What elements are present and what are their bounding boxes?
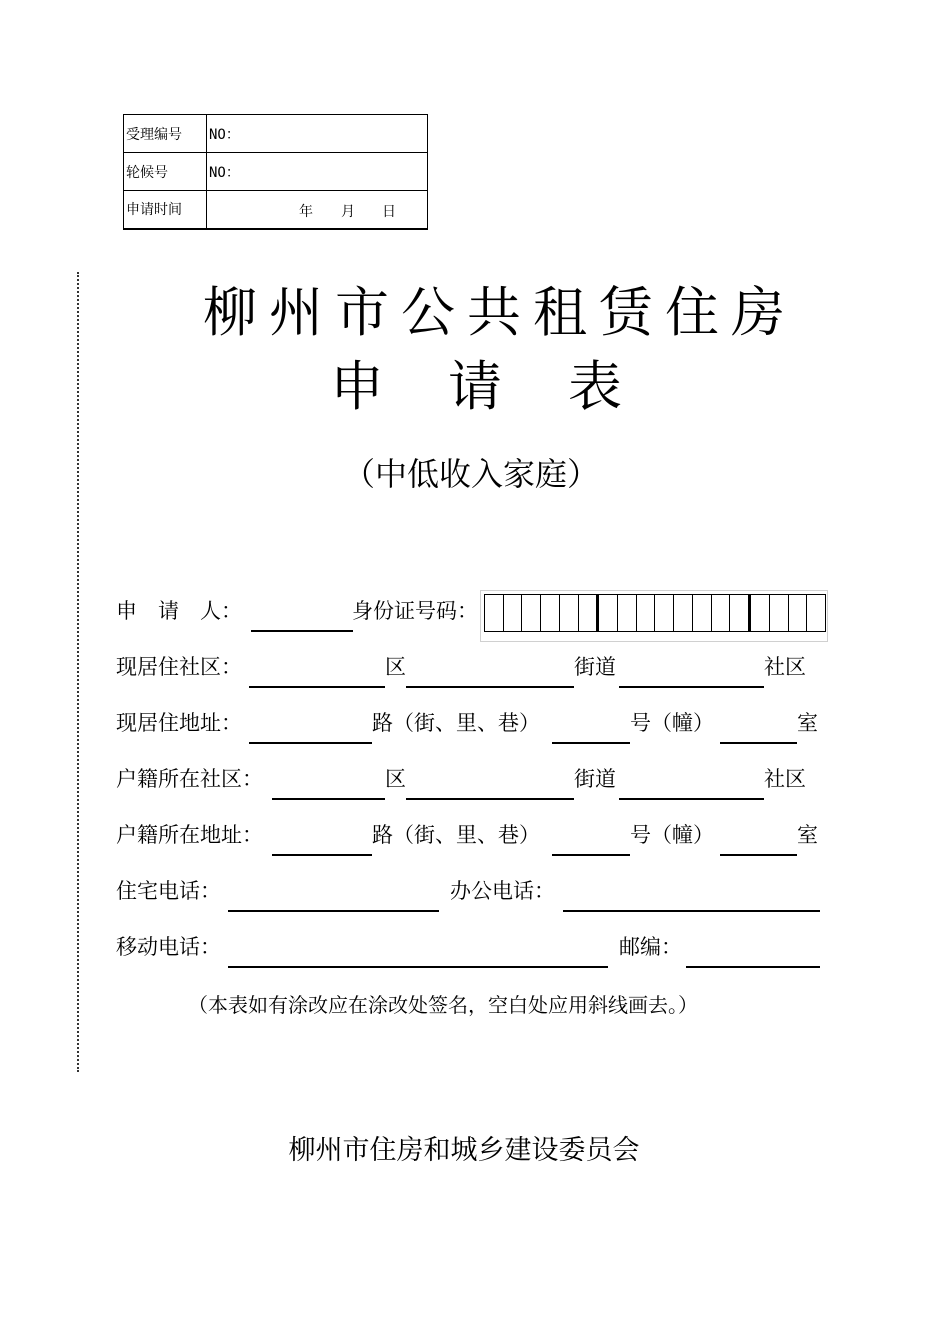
current-district-field[interactable] bbox=[249, 686, 385, 688]
current-street-suffix: 街道 bbox=[574, 655, 616, 679]
receipt-row-acceptance bbox=[124, 115, 428, 153]
id-number-label: 身份证号码： bbox=[352, 599, 478, 623]
household-district-field[interactable] bbox=[272, 798, 385, 800]
id-digit-box[interactable] bbox=[560, 595, 579, 631]
household-road-field[interactable] bbox=[272, 854, 372, 856]
current-road-field[interactable] bbox=[249, 742, 372, 744]
acceptance-no-label: 受理编号 bbox=[124, 115, 207, 153]
receipt-row-date bbox=[124, 191, 428, 229]
id-digit-box[interactable] bbox=[579, 595, 600, 631]
title-char-3: 表 bbox=[568, 355, 622, 418]
id-digit-box[interactable] bbox=[655, 595, 674, 631]
applicant-label: 申 请 人： bbox=[116, 599, 242, 623]
queue-no-label: 轮候号 bbox=[124, 153, 207, 191]
id-digit-box[interactable] bbox=[674, 595, 693, 631]
home-phone-label: 住宅电话： bbox=[116, 879, 221, 903]
applicant-field[interactable] bbox=[251, 630, 353, 632]
id-digit-box[interactable] bbox=[730, 595, 751, 631]
id-digit-box[interactable] bbox=[751, 595, 770, 631]
id-digit-box[interactable] bbox=[618, 595, 637, 631]
page-subtitle: （中低收入家庭） bbox=[343, 455, 600, 493]
queue-no-field[interactable]: NO： bbox=[207, 153, 428, 191]
current-community-suffix: 社区 bbox=[764, 655, 806, 679]
household-community-field[interactable] bbox=[619, 798, 764, 800]
postcode-label: 邮编： bbox=[619, 935, 682, 959]
current-number-suffix: 号（幢） bbox=[630, 711, 714, 735]
mobile-phone-field[interactable] bbox=[228, 966, 608, 968]
id-digit-box[interactable] bbox=[770, 595, 789, 631]
household-street-suffix: 街道 bbox=[574, 767, 616, 791]
title-char-2: 请 bbox=[448, 355, 502, 418]
home-phone-field[interactable] bbox=[228, 910, 439, 912]
id-digit-box[interactable] bbox=[599, 595, 618, 631]
id-number-boxes[interactable] bbox=[484, 594, 826, 632]
receipt-table bbox=[123, 114, 428, 230]
id-digit-box[interactable] bbox=[485, 595, 504, 631]
form-note: （本表如有涂改应在涂改处签名，空白处应用斜线画去。） bbox=[188, 993, 698, 1017]
current-address-label: 现居住地址： bbox=[116, 711, 242, 735]
application-date-label: 申请时间 bbox=[124, 191, 207, 229]
household-room-field[interactable] bbox=[720, 854, 797, 856]
binding-line bbox=[77, 272, 79, 1072]
office-phone-label: 办公电话： bbox=[450, 879, 555, 903]
current-street-field[interactable] bbox=[406, 686, 574, 688]
household-address-label: 户籍所在地址： bbox=[116, 823, 263, 847]
year-label: 年 bbox=[299, 204, 313, 220]
month-label: 月 bbox=[341, 204, 355, 220]
current-district-suffix: 区 bbox=[385, 655, 406, 679]
id-digit-box[interactable] bbox=[541, 595, 560, 631]
current-community-field[interactable] bbox=[619, 686, 764, 688]
postcode-field[interactable] bbox=[686, 966, 820, 968]
current-room-field[interactable] bbox=[720, 742, 797, 744]
current-road-suffix: 路（街、里、巷） bbox=[372, 711, 540, 735]
title-char-1: 申 bbox=[330, 355, 384, 418]
household-number-field[interactable] bbox=[552, 854, 630, 856]
mobile-phone-label: 移动电话： bbox=[116, 935, 221, 959]
id-digit-box[interactable] bbox=[712, 595, 731, 631]
household-room-suffix: 室 bbox=[797, 823, 818, 847]
current-community-label: 现居住社区： bbox=[116, 655, 242, 679]
household-street-field[interactable] bbox=[406, 798, 574, 800]
page-title: 柳州市公共租赁住房 bbox=[203, 281, 797, 344]
household-community-suffix: 社区 bbox=[764, 767, 806, 791]
issuing-authority: 柳州市住房和城乡建设委员会 bbox=[288, 1135, 640, 1166]
household-road-suffix: 路（街、里、巷） bbox=[372, 823, 540, 847]
current-number-field[interactable] bbox=[552, 742, 630, 744]
acceptance-no-field[interactable]: NO： bbox=[207, 115, 428, 153]
id-digit-box[interactable] bbox=[522, 595, 541, 631]
id-digit-box[interactable] bbox=[637, 595, 656, 631]
household-community-label: 户籍所在社区： bbox=[116, 767, 263, 791]
office-phone-field[interactable] bbox=[563, 910, 820, 912]
household-district-suffix: 区 bbox=[385, 767, 406, 791]
day-label: 日 bbox=[382, 204, 396, 220]
id-digit-box[interactable] bbox=[807, 595, 825, 631]
application-date-field[interactable] bbox=[207, 191, 428, 229]
id-digit-box[interactable] bbox=[789, 595, 808, 631]
id-digit-box[interactable] bbox=[693, 595, 712, 631]
household-number-suffix: 号（幢） bbox=[630, 823, 714, 847]
current-room-suffix: 室 bbox=[797, 711, 818, 735]
receipt-row-queue bbox=[124, 153, 428, 191]
id-digit-box[interactable] bbox=[504, 595, 523, 631]
